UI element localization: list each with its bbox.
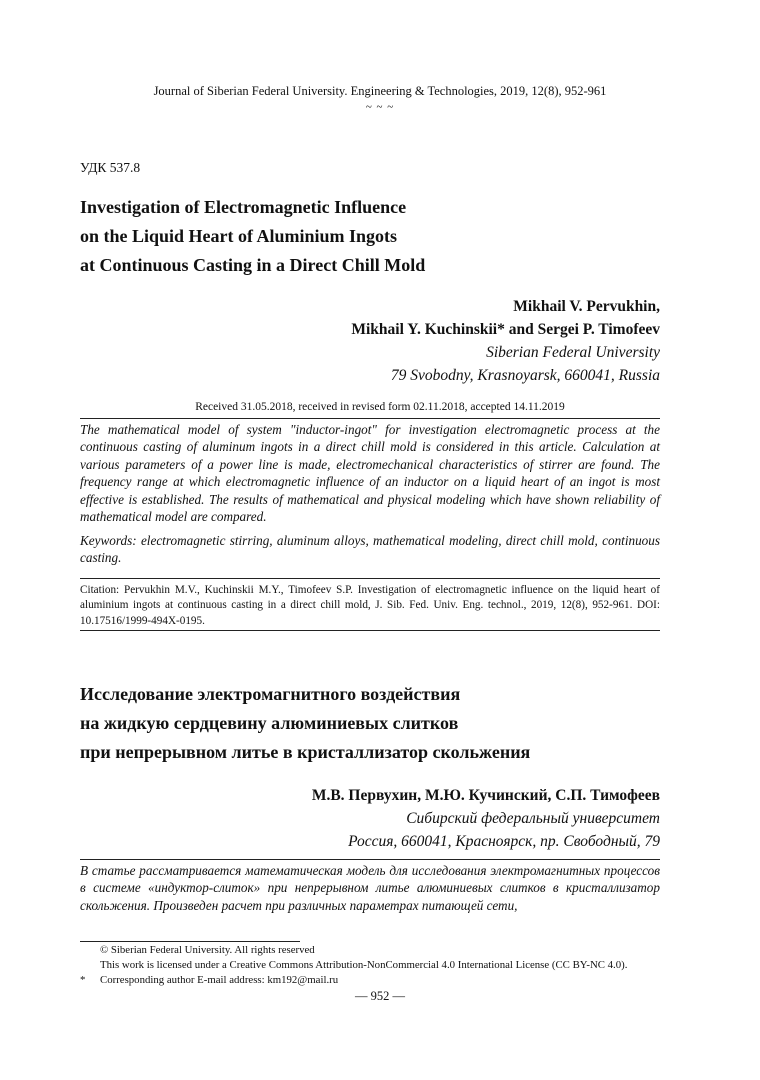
russian-affiliation: Сибирский федеральный университет	[406, 810, 660, 827]
divider	[80, 418, 660, 419]
divider	[80, 630, 660, 631]
footnote-star: *	[80, 974, 86, 986]
english-authors-line: Mikhail V. Pervukhin,	[513, 298, 660, 315]
divider	[80, 578, 660, 579]
page-number: ― 952 ―	[355, 989, 405, 1003]
russian-address: Россия, 660041, Красноярск, пр. Свободный, 79	[348, 833, 660, 850]
english-address: 79 Svobodny, Krasnoyarsk, 660041, Russia	[390, 367, 660, 384]
russian-title-line: на жидкую сердцевину алюминиевых слитков	[80, 713, 459, 733]
russian-title-line: при непрерывном литье в кристаллизатор скольжения	[80, 742, 531, 762]
header-ornament: ~ ~ ~	[365, 101, 395, 113]
russian-abstract: В статье рассматривается математическая модель для исследования электромагнитных процессов в системе «индуктор-слиток» при непрерывном литье алюминиевых слитков в кристаллизатор скольжения. Произведен расчет при различных параметрах питающей сети,	[80, 863, 660, 913]
english-abstract: The mathematical model of system "inductor-ingot" for investigation electromagnetic process at the continuous casting of aluminum ingots in a direct chill mold is considered in this article. Calculation at various parameters of a power line is made, electromechanical characteristics of stirrer are found. The frequency range at which electromagnetic influence of an inductor on a liquid heart of an ingot is most effective is established. The results of mathematical and physical modeling which have shown reliability of mathematical model are compared.	[80, 422, 660, 525]
citation: Citation: Pervukhin M.V., Kuchinskii M.Y., Timofeev S.P. Investigation of electromagnetic influence on the liquid heart of aluminium ingots at continuous casting in a direct chill mold, J. Sib. Fed. Univ. Eng. technol., 2019, 12(8), 952-961. DOI: 10.17516/1999-494X-0195.	[80, 584, 660, 627]
journal-header: Journal of Siberian Federal University. Engineering & Technologies, 2019, 12(8), 952-961	[153, 84, 607, 98]
udk-code: УДК 537.8	[80, 160, 141, 175]
russian-title	[80, 680, 680, 767]
corresponding-author-text: Corresponding author E-mail address: km192@mail.ru	[100, 974, 339, 986]
russian-title-line: Исследование электромагнитного воздействия	[80, 684, 461, 704]
license-text: This work is licensed under a Creative Commons Attribution-NonCommercial 4.0 International License (CC BY-NC 4.0).	[100, 959, 628, 971]
english-title-line: on the Liquid Heart of Aluminium Ingots	[80, 226, 398, 246]
footnote-corresponding	[80, 973, 680, 988]
copyright-text: © Siberian Federal University. All rights reserved	[100, 944, 315, 956]
footnote-license	[80, 958, 680, 973]
english-authors-line: Mikhail Y. Kuchinskii* and Sergei P. Timofeev	[351, 321, 660, 338]
english-title-line: Investigation of Electromagnetic Influence	[80, 197, 407, 217]
received-dates: Received 31.05.2018, received in revised form 02.11.2018, accepted 14.11.2019	[195, 401, 565, 413]
russian-authors: М.В. Первухин, М.Ю. Кучинский, С.П. Тимофеев	[311, 787, 660, 804]
english-title-line: at Continuous Casting in a Direct Chill Mold	[80, 255, 426, 275]
divider	[80, 859, 660, 860]
english-affiliation: Siberian Federal University	[486, 344, 660, 361]
english-keywords: Keywords: electromagnetic stirring, aluminum alloys, mathematical modeling, direct chill mold, continuous casting.	[80, 533, 660, 566]
russian-authors-block	[80, 784, 660, 853]
footnote-copyright	[80, 943, 680, 958]
footnote-rule	[80, 941, 300, 942]
english-authors-block	[80, 295, 660, 387]
english-title	[80, 193, 680, 280]
